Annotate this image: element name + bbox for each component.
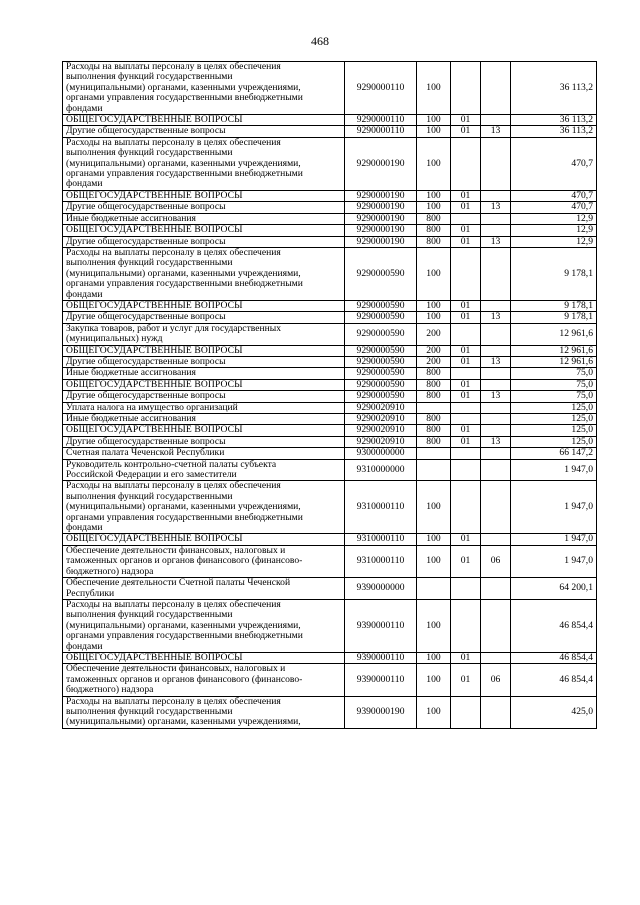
cell-target-code: 9290020910	[345, 414, 417, 425]
cell-section: 01	[451, 425, 481, 436]
cell-target-code: 9300000000	[345, 448, 417, 459]
cell-target-code: 9290000590	[345, 356, 417, 367]
table-row	[63, 62, 597, 115]
cell-expense-type: 800	[417, 236, 451, 247]
cell-expense-type: 100	[417, 481, 451, 534]
cell-section	[451, 459, 481, 481]
cell-target-code: 9390000000	[345, 578, 417, 600]
cell-name: Другие общегосударственные вопросы	[63, 356, 345, 367]
cell-amount: 470,7	[511, 190, 597, 201]
cell-expense-type: 100	[417, 312, 451, 323]
cell-amount: 12 961,6	[511, 356, 597, 367]
cell-amount: 470,7	[511, 137, 597, 190]
cell-name: Обеспечение деятельности финансовых, налоговых и таможенных органов и органов финансового (финансово- бюджетного) надзора	[63, 664, 345, 696]
cell-section	[451, 481, 481, 534]
table-row	[63, 300, 597, 311]
cell-section: 01	[451, 356, 481, 367]
table-row	[63, 696, 597, 728]
cell-name: Другие общегосударственные вопросы	[63, 312, 345, 323]
cell-target-code: 9390000190	[345, 696, 417, 728]
cell-section: 01	[451, 534, 481, 545]
cell-name: Расходы на выплаты персоналу в целях обеспечения выполнения функций государственными (муниципальными) органами, казенными учреждениями, органами управления государственными внебюджетными фондами	[63, 599, 345, 652]
cell-expense-type: 800	[417, 379, 451, 390]
cell-section	[451, 599, 481, 652]
cell-target-code: 9290020910	[345, 425, 417, 436]
cell-section: 01	[451, 225, 481, 236]
cell-amount: 9 178,1	[511, 312, 597, 323]
cell-target-code: 9290000590	[345, 391, 417, 402]
cell-section: 01	[451, 436, 481, 447]
cell-subsection: 06	[481, 545, 511, 577]
cell-amount: 64 200,1	[511, 578, 597, 600]
table-row	[63, 664, 597, 696]
cell-amount: 425,0	[511, 696, 597, 728]
cell-target-code: 9390000110	[345, 652, 417, 663]
table-row	[63, 126, 597, 137]
cell-subsection	[481, 368, 511, 379]
cell-section	[451, 62, 481, 115]
cell-target-code: 9290020910	[345, 402, 417, 413]
table-row	[63, 115, 597, 126]
cell-expense-type: 800	[417, 436, 451, 447]
cell-section	[451, 696, 481, 728]
cell-target-code: 9310000110	[345, 481, 417, 534]
cell-amount: 12,9	[511, 236, 597, 247]
cell-section: 01	[451, 391, 481, 402]
table-row	[63, 459, 597, 481]
cell-amount: 36 113,2	[511, 115, 597, 126]
cell-section	[451, 323, 481, 345]
cell-subsection: 13	[481, 356, 511, 367]
cell-subsection: 13	[481, 436, 511, 447]
cell-amount: 1 947,0	[511, 534, 597, 545]
table-row	[63, 202, 597, 213]
cell-target-code: 9290000190	[345, 190, 417, 201]
cell-expense-type: 100	[417, 247, 451, 300]
cell-amount: 46 854,4	[511, 652, 597, 663]
cell-subsection	[481, 345, 511, 356]
table-row	[63, 190, 597, 201]
cell-expense-type: 100	[417, 545, 451, 577]
cell-expense-type: 200	[417, 356, 451, 367]
table-row	[63, 391, 597, 402]
cell-expense-type: 800	[417, 368, 451, 379]
cell-target-code: 9290000590	[345, 345, 417, 356]
budget-table	[62, 61, 597, 729]
cell-target-code: 9290000110	[345, 126, 417, 137]
cell-amount: 12 961,6	[511, 323, 597, 345]
cell-expense-type	[417, 578, 451, 600]
cell-amount: 1 947,0	[511, 459, 597, 481]
cell-expense-type: 800	[417, 425, 451, 436]
table-row	[63, 599, 597, 652]
cell-amount: 46 854,4	[511, 664, 597, 696]
cell-name: Иные бюджетные ассигнования	[63, 213, 345, 224]
cell-name: Расходы на выплаты персоналу в целях обеспечения выполнения функций государственными (муниципальными) органами, казенными учреждениями, органами управления государственными внебюджетными фондами	[63, 481, 345, 534]
table-row	[63, 481, 597, 534]
cell-amount: 125,0	[511, 436, 597, 447]
cell-section	[451, 414, 481, 425]
cell-expense-type: 100	[417, 696, 451, 728]
cell-section: 01	[451, 300, 481, 311]
cell-target-code: 9290000190	[345, 225, 417, 236]
cell-target-code: 9290020910	[345, 436, 417, 447]
table-row	[63, 247, 597, 300]
cell-name: ОБЩЕГОСУДАРСТВЕННЫЕ ВОПРОСЫ	[63, 652, 345, 663]
cell-expense-type: 800	[417, 213, 451, 224]
cell-target-code: 9390000110	[345, 599, 417, 652]
cell-target-code: 9290000190	[345, 202, 417, 213]
cell-section: 01	[451, 664, 481, 696]
cell-subsection	[481, 247, 511, 300]
cell-subsection	[481, 652, 511, 663]
cell-name: ОБЩЕГОСУДАРСТВЕННЫЕ ВОПРОСЫ	[63, 379, 345, 390]
table-row	[63, 368, 597, 379]
table-row	[63, 652, 597, 663]
cell-expense-type: 200	[417, 345, 451, 356]
cell-target-code: 9310000110	[345, 545, 417, 577]
cell-subsection: 13	[481, 236, 511, 247]
cell-section	[451, 578, 481, 600]
cell-subsection	[481, 300, 511, 311]
cell-expense-type	[417, 459, 451, 481]
cell-target-code: 9310000000	[345, 459, 417, 481]
cell-amount: 125,0	[511, 425, 597, 436]
cell-name: Другие общегосударственные вопросы	[63, 126, 345, 137]
cell-name: Иные бюджетные ассигнования	[63, 368, 345, 379]
cell-subsection: 06	[481, 664, 511, 696]
cell-subsection	[481, 225, 511, 236]
cell-amount: 1 947,0	[511, 545, 597, 577]
cell-amount: 470,7	[511, 202, 597, 213]
cell-target-code: 9290000110	[345, 115, 417, 126]
table-row	[63, 545, 597, 577]
cell-subsection: 13	[481, 312, 511, 323]
cell-section: 01	[451, 545, 481, 577]
cell-target-code: 9290000110	[345, 62, 417, 115]
cell-amount: 66 147,2	[511, 448, 597, 459]
cell-amount: 36 113,2	[511, 126, 597, 137]
cell-expense-type: 100	[417, 62, 451, 115]
cell-subsection	[481, 213, 511, 224]
budget-table-body	[63, 62, 597, 729]
cell-name: Другие общегосударственные вопросы	[63, 236, 345, 247]
cell-expense-type: 800	[417, 414, 451, 425]
cell-subsection: 13	[481, 391, 511, 402]
cell-target-code: 9290000590	[345, 368, 417, 379]
cell-amount: 75,0	[511, 391, 597, 402]
cell-amount: 1 947,0	[511, 481, 597, 534]
cell-subsection	[481, 696, 511, 728]
cell-expense-type: 200	[417, 323, 451, 345]
cell-subsection	[481, 425, 511, 436]
cell-section	[451, 402, 481, 413]
cell-subsection	[481, 578, 511, 600]
table-row	[63, 402, 597, 413]
cell-target-code: 9290000190	[345, 213, 417, 224]
cell-name: Другие общегосударственные вопросы	[63, 436, 345, 447]
cell-subsection: 13	[481, 202, 511, 213]
cell-amount: 36 113,2	[511, 62, 597, 115]
cell-section: 01	[451, 312, 481, 323]
cell-section	[451, 137, 481, 190]
cell-name: Другие общегосударственные вопросы	[63, 202, 345, 213]
cell-amount: 9 178,1	[511, 300, 597, 311]
cell-target-code: 9390000110	[345, 664, 417, 696]
cell-section	[451, 448, 481, 459]
cell-amount: 12,9	[511, 225, 597, 236]
table-row	[63, 225, 597, 236]
cell-amount: 12 961,6	[511, 345, 597, 356]
table-row	[63, 356, 597, 367]
cell-section: 01	[451, 652, 481, 663]
cell-target-code: 9290000190	[345, 236, 417, 247]
cell-section: 01	[451, 345, 481, 356]
cell-subsection	[481, 448, 511, 459]
cell-name: Руководитель контрольно-счетной палаты субъекта Российской Федерации и его заместители	[63, 459, 345, 481]
cell-section: 01	[451, 202, 481, 213]
cell-name: ОБЩЕГОСУДАРСТВЕННЫЕ ВОПРОСЫ	[63, 225, 345, 236]
table-row	[63, 425, 597, 436]
cell-expense-type: 100	[417, 190, 451, 201]
cell-target-code: 9290000190	[345, 137, 417, 190]
cell-name: Расходы на выплаты персоналу в целях обеспечения выполнения функций государственными (муниципальными) органами, казенными учреждениями, органами управления государственными внебюджетными фондами	[63, 247, 345, 300]
cell-expense-type	[417, 402, 451, 413]
cell-expense-type: 100	[417, 664, 451, 696]
cell-section	[451, 368, 481, 379]
cell-name: Обеспечение деятельности Счетной палаты Чеченской Республики	[63, 578, 345, 600]
cell-section: 01	[451, 126, 481, 137]
cell-expense-type: 100	[417, 126, 451, 137]
cell-name: Иные бюджетные ассигнования	[63, 414, 345, 425]
cell-name: Закупка товаров, работ и услуг для государственных (муниципальных) нужд	[63, 323, 345, 345]
cell-subsection	[481, 459, 511, 481]
cell-section: 01	[451, 236, 481, 247]
cell-name: ОБЩЕГОСУДАРСТВЕННЫЕ ВОПРОСЫ	[63, 534, 345, 545]
table-row	[63, 379, 597, 390]
cell-section: 01	[451, 115, 481, 126]
cell-subsection	[481, 599, 511, 652]
table-row	[63, 414, 597, 425]
cell-subsection	[481, 402, 511, 413]
cell-name: Другие общегосударственные вопросы	[63, 391, 345, 402]
table-row	[63, 312, 597, 323]
cell-target-code: 9290000590	[345, 300, 417, 311]
cell-subsection	[481, 190, 511, 201]
cell-amount: 46 854,4	[511, 599, 597, 652]
cell-amount: 125,0	[511, 402, 597, 413]
cell-section: 01	[451, 379, 481, 390]
cell-subsection	[481, 481, 511, 534]
table-row	[63, 436, 597, 447]
cell-subsection	[481, 62, 511, 115]
cell-expense-type: 100	[417, 534, 451, 545]
table-row	[63, 578, 597, 600]
cell-expense-type: 100	[417, 300, 451, 311]
cell-expense-type: 800	[417, 391, 451, 402]
cell-amount: 9 178,1	[511, 247, 597, 300]
cell-name: Расходы на выплаты персоналу в целях обеспечения выполнения функций государственными (муниципальными) органами, казенными учреждениями, органами управления государственными внебюджетными фондами	[63, 62, 345, 115]
table-row	[63, 137, 597, 190]
cell-section	[451, 213, 481, 224]
cell-subsection	[481, 115, 511, 126]
cell-section: 01	[451, 190, 481, 201]
cell-name: ОБЩЕГОСУДАРСТВЕННЫЕ ВОПРОСЫ	[63, 300, 345, 311]
cell-name: Расходы на выплаты персоналу в целях обеспечения выполнения функций государственными (муниципальными) органами, казенными учреждениями, органами управления государственными внебюджетными фондами	[63, 137, 345, 190]
cell-subsection	[481, 534, 511, 545]
table-row	[63, 448, 597, 459]
cell-amount: 12,9	[511, 213, 597, 224]
cell-name: ОБЩЕГОСУДАРСТВЕННЫЕ ВОПРОСЫ	[63, 345, 345, 356]
cell-subsection	[481, 379, 511, 390]
table-row	[63, 345, 597, 356]
cell-name: Уплата налога на имущество организаций	[63, 402, 345, 413]
cell-name: Обеспечение деятельности финансовых, налоговых и таможенных органов и органов финансового (финансово- бюджетного) надзора	[63, 545, 345, 577]
cell-expense-type	[417, 448, 451, 459]
table-row	[63, 323, 597, 345]
cell-subsection	[481, 323, 511, 345]
cell-amount: 75,0	[511, 379, 597, 390]
cell-expense-type: 800	[417, 225, 451, 236]
cell-section	[451, 247, 481, 300]
cell-amount: 125,0	[511, 414, 597, 425]
cell-expense-type: 100	[417, 137, 451, 190]
cell-amount: 75,0	[511, 368, 597, 379]
cell-expense-type: 100	[417, 599, 451, 652]
cell-name: ОБЩЕГОСУДАРСТВЕННЫЕ ВОПРОСЫ	[63, 425, 345, 436]
cell-name: Счетная палата Чеченской Республики	[63, 448, 345, 459]
table-row	[63, 534, 597, 545]
cell-name: Расходы на выплаты персоналу в целях обеспечения выполнения функций государственными (муниципальными) органами, казенными учреждениями,	[63, 696, 345, 728]
cell-target-code: 9290000590	[345, 247, 417, 300]
cell-target-code: 9310000110	[345, 534, 417, 545]
cell-subsection	[481, 414, 511, 425]
table-row	[63, 213, 597, 224]
table-row	[63, 236, 597, 247]
cell-subsection	[481, 137, 511, 190]
cell-expense-type: 100	[417, 202, 451, 213]
cell-target-code: 9290000590	[345, 323, 417, 345]
cell-subsection: 13	[481, 126, 511, 137]
cell-expense-type: 100	[417, 115, 451, 126]
cell-name: ОБЩЕГОСУДАРСТВЕННЫЕ ВОПРОСЫ	[63, 190, 345, 201]
cell-name: ОБЩЕГОСУДАРСТВЕННЫЕ ВОПРОСЫ	[63, 115, 345, 126]
cell-target-code: 9290000590	[345, 379, 417, 390]
cell-expense-type: 100	[417, 652, 451, 663]
page-number: 468	[311, 34, 329, 48]
cell-target-code: 9290000590	[345, 312, 417, 323]
